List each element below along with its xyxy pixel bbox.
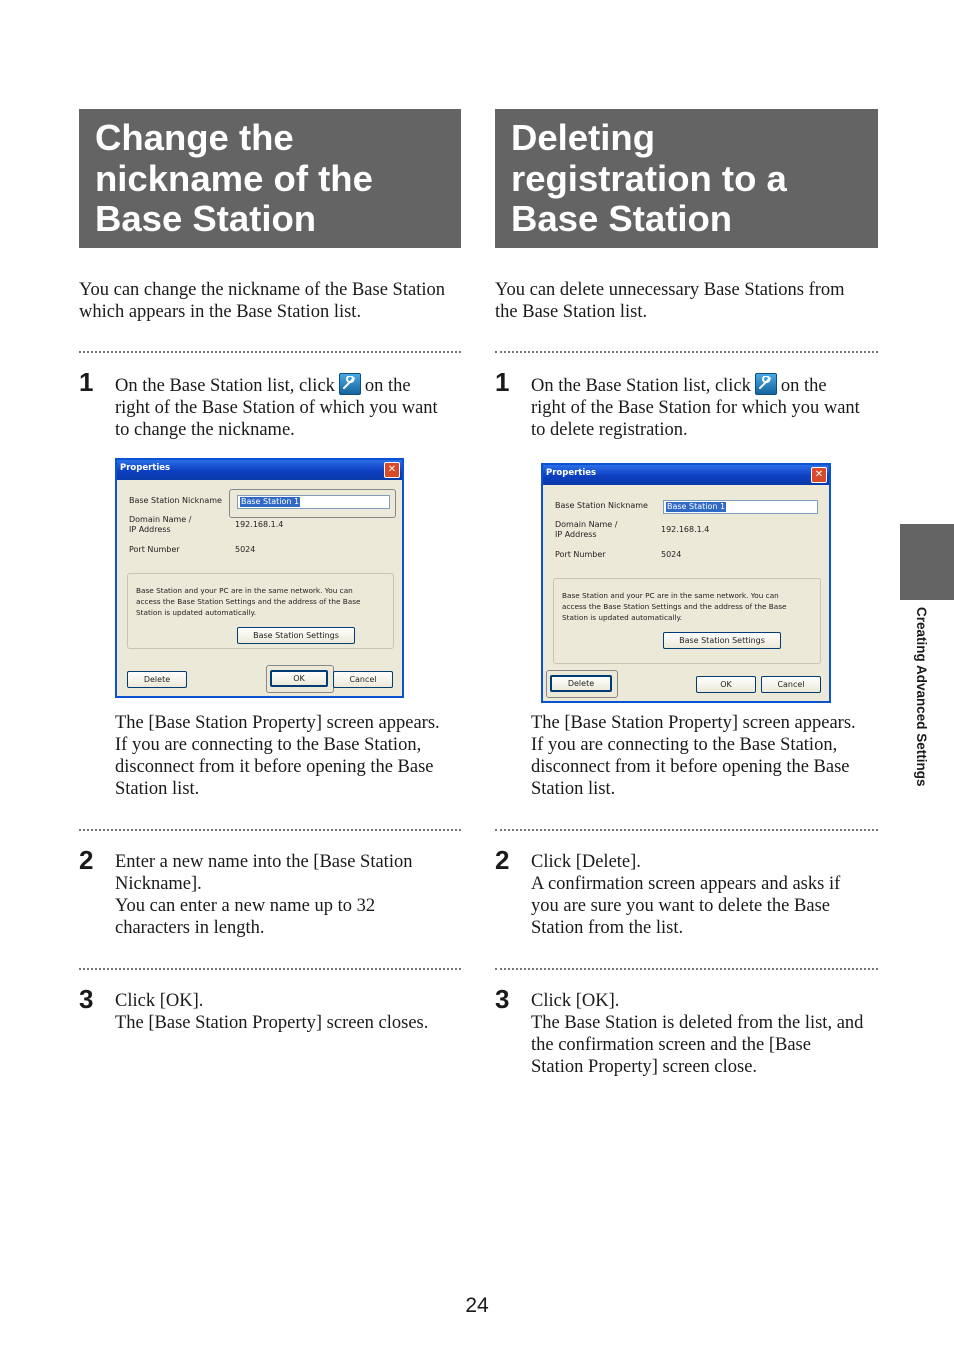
domain-label: Domain Name /: [555, 520, 618, 529]
step-number: 2: [79, 845, 94, 875]
domain-label: Domain Name /: [129, 515, 192, 524]
step-result-text: The [Base Station Property] screen appears. If you are connecting to the Base Station, disconnect from it before opening the Base Station list.: [115, 713, 440, 799]
step-number: 1: [79, 367, 94, 397]
side-tab: [900, 524, 954, 600]
port-value: 5024: [661, 550, 682, 559]
dialog-titlebar: Properties: [543, 465, 829, 485]
step-text: On the Base Station list, click on the right of the Base Station for which you want to delete registration.: [531, 373, 886, 441]
dotted-divider: [79, 968, 461, 970]
step-text: Click [OK]. The [Base Station Property] screen closes.: [115, 991, 429, 1033]
ip-address-label: IP Address: [129, 525, 171, 534]
properties-dialog: [541, 463, 831, 703]
close-icon[interactable]: ✕: [384, 462, 400, 478]
section-title-box: [495, 109, 878, 248]
dotted-divider: [495, 829, 878, 831]
dotted-divider: [495, 351, 878, 353]
close-icon[interactable]: ✕: [811, 467, 827, 483]
properties-dialog: [115, 458, 404, 698]
section-title-box: [79, 109, 461, 248]
intro-text: You can delete unnecessary Base Stations from the Base Station list.: [495, 280, 845, 322]
wrench-icon: [339, 373, 361, 395]
ip-address-label: IP Address: [555, 530, 597, 539]
dotted-divider: [79, 351, 461, 353]
step-result-text: The [Base Station Property] screen appears. If you are connecting to the Base Station, disconnect from it before opening the Base Station list.: [531, 713, 856, 799]
base-station-settings-button[interactable]: Base Station Settings: [237, 627, 355, 644]
cancel-button[interactable]: Cancel: [333, 671, 393, 688]
step-number: 2: [495, 845, 510, 875]
page-number: 24: [465, 1294, 489, 1317]
ok-button[interactable]: OK: [696, 676, 756, 693]
side-chapter-label: Creating Advanced Settings: [914, 607, 929, 787]
step-text: Enter a new name into the [Base Station Nickname]. You can enter a new name up to 32 characters in length.: [115, 852, 413, 938]
nickname-label: Base Station Nickname: [555, 501, 648, 510]
status-note: Base Station and your PC are in the same network. You can access the Base Station Settings and the address of the Base Station is updated automatically.: [136, 586, 361, 617]
nickname-field[interactable]: Base Station 1: [663, 500, 818, 514]
dotted-divider: [79, 829, 461, 831]
step-text: Click [OK]. The Base Station is deleted from the list, and the confirmation screen and the [Base Station Property] screen close.: [531, 991, 864, 1077]
ok-button[interactable]: OK: [270, 670, 328, 687]
step-text: On the Base Station list, click on the right of the Base Station of which you want to change the nickname.: [115, 373, 470, 441]
delete-button[interactable]: Delete: [550, 675, 612, 692]
section-title: Change the nickname of the Base Station: [95, 117, 373, 239]
base-station-settings-button[interactable]: Base Station Settings: [663, 632, 781, 649]
port-label: Port Number: [555, 550, 606, 559]
cancel-button[interactable]: Cancel: [761, 676, 821, 693]
intro-text: You can change the nickname of the Base Station which appears in the Base Station list.: [79, 280, 445, 322]
step-number: 3: [79, 984, 94, 1014]
port-label: Port Number: [129, 545, 180, 554]
ip-address-value: 192.168.1.4: [235, 520, 284, 529]
step-number: 1: [495, 367, 510, 397]
ip-address-value: 192.168.1.4: [661, 525, 710, 534]
step-text: Click [Delete]. A confirmation screen appears and asks if you are sure you want to delete the Base Station from the list.: [531, 852, 841, 938]
status-note: Base Station and your PC are in the same network. You can access the Base Station Settings and the address of the Base Station is updated automatically.: [562, 591, 787, 622]
dotted-divider: [495, 968, 878, 970]
dialog-titlebar: Properties: [117, 460, 402, 480]
nickname-label: Base Station Nickname: [129, 496, 222, 505]
delete-button[interactable]: Delete: [127, 671, 187, 688]
nickname-field[interactable]: Base Station 1: [237, 495, 390, 509]
step-number: 3: [495, 984, 510, 1014]
wrench-icon: [755, 373, 777, 395]
port-value: 5024: [235, 545, 256, 554]
section-title: Deleting registration to a Base Station: [511, 117, 787, 239]
